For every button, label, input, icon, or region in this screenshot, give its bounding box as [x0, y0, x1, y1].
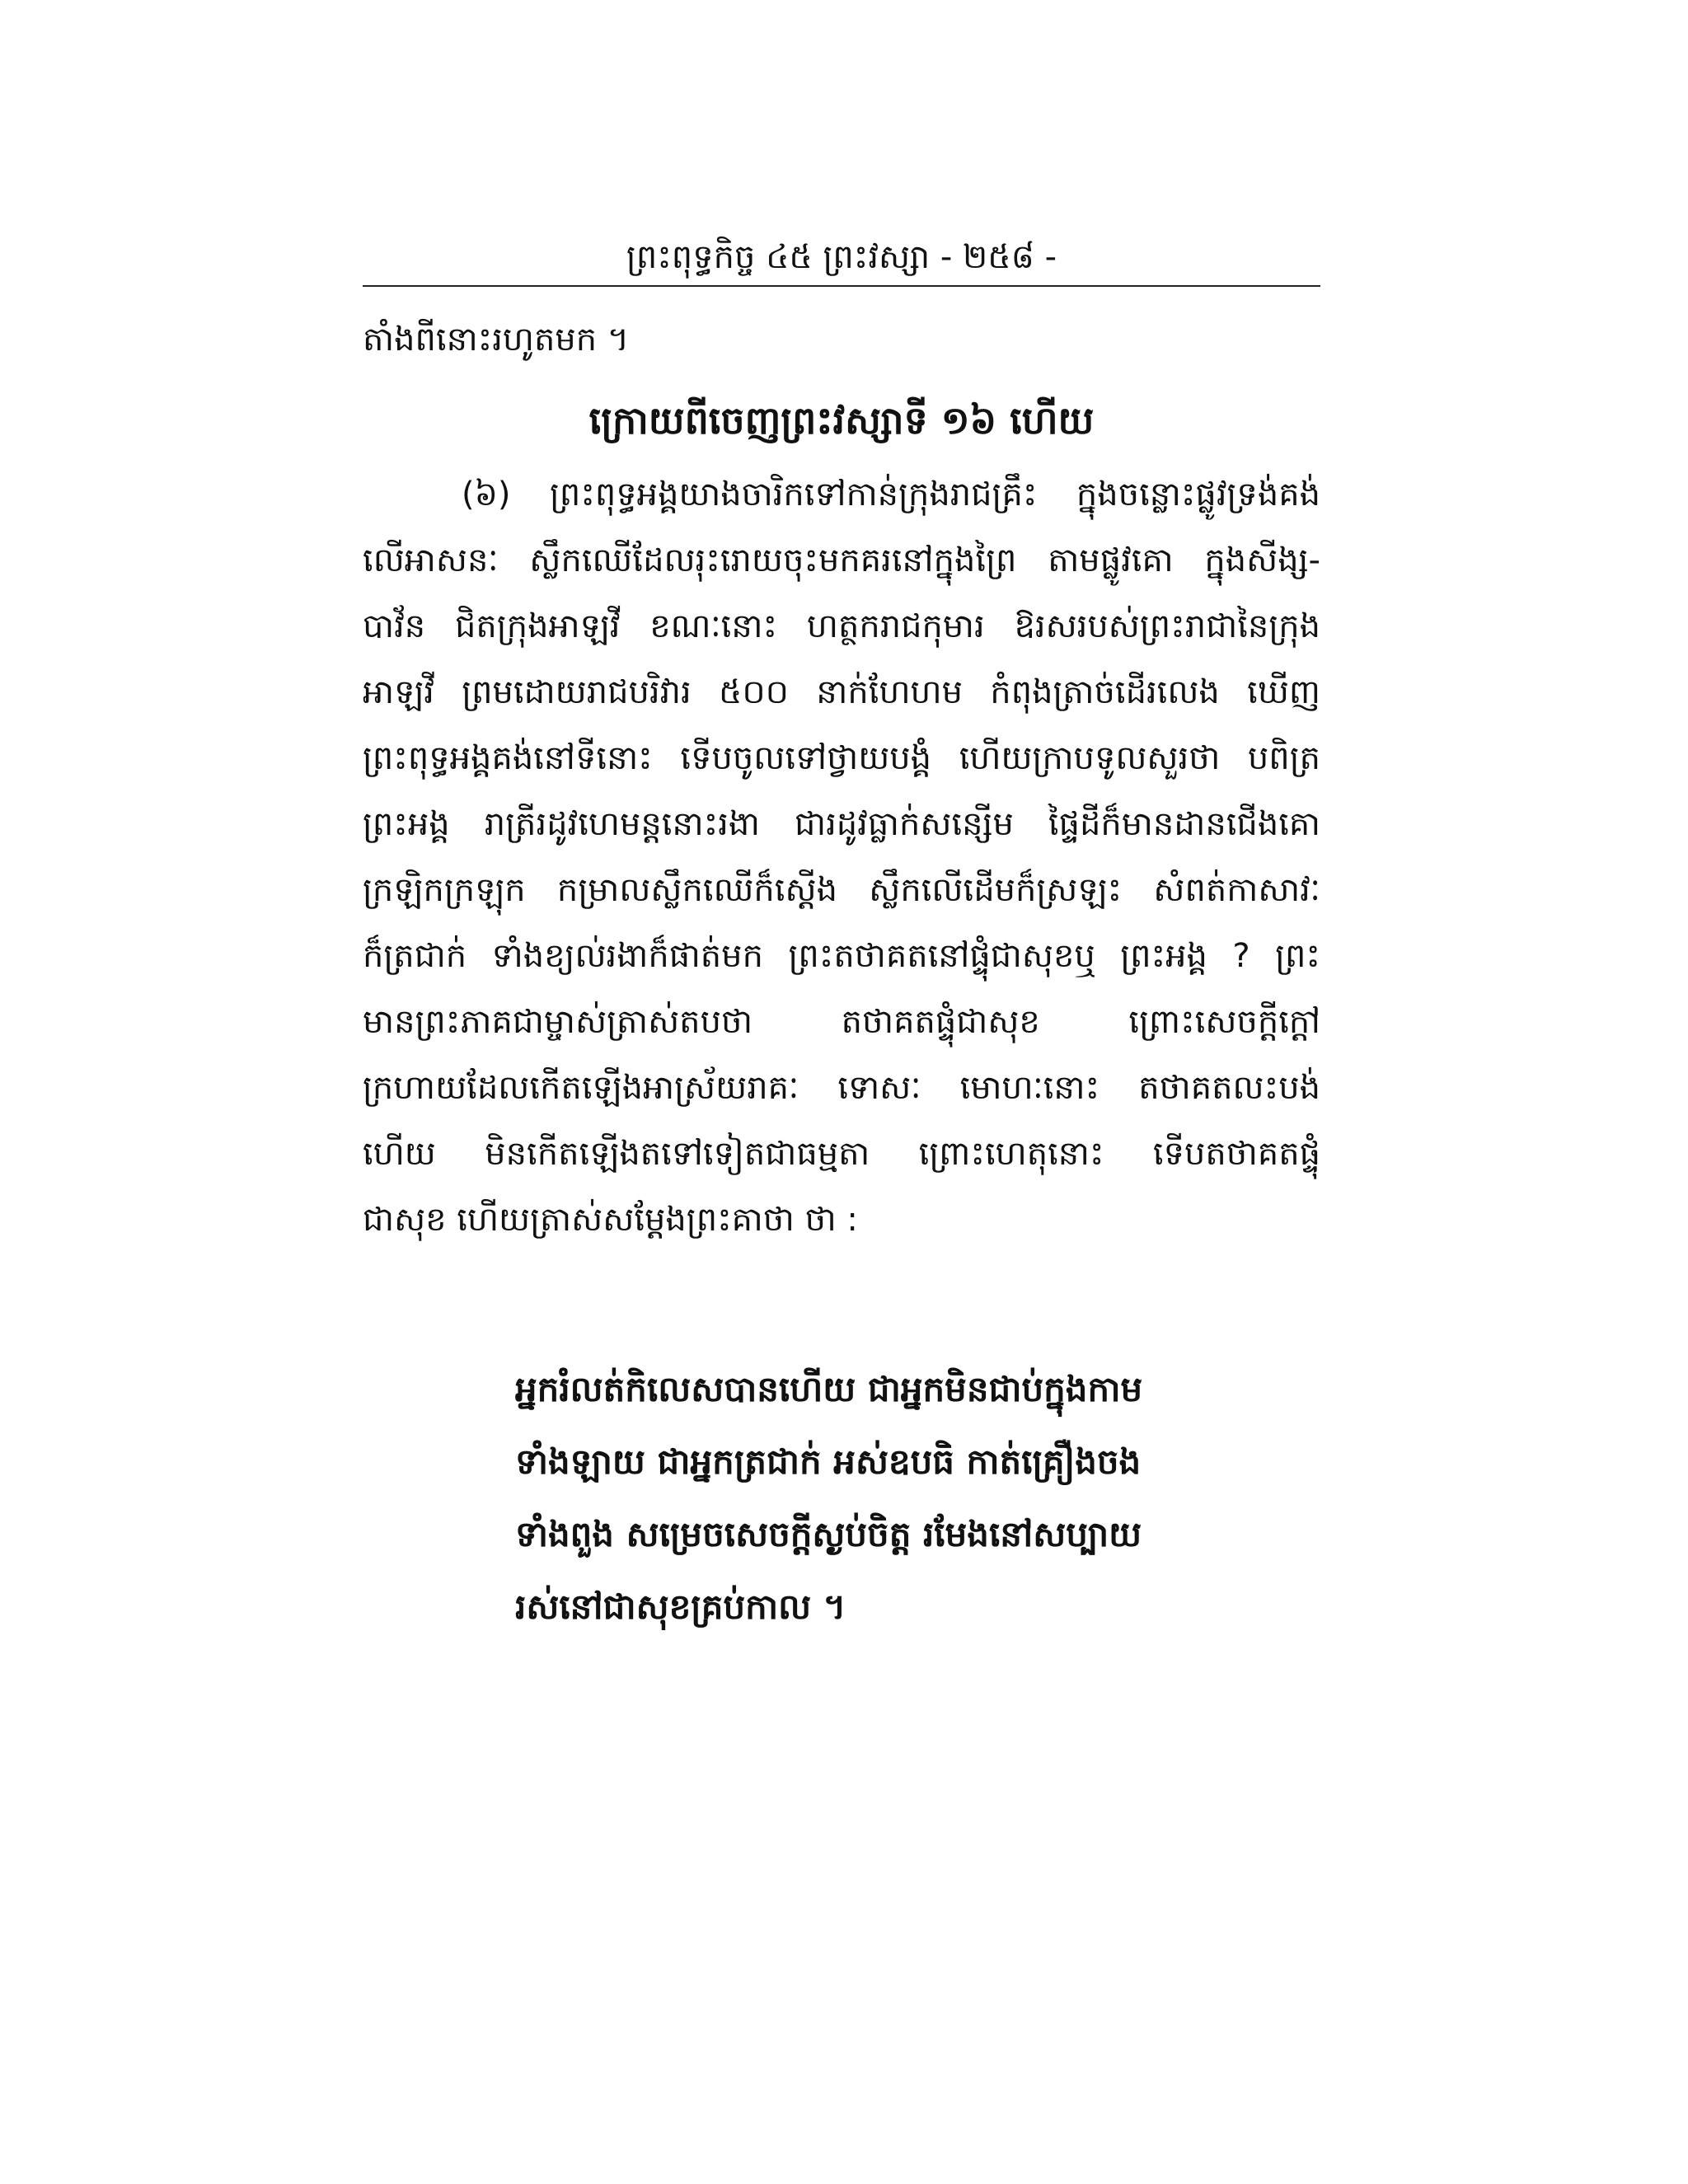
section-heading: ក្រោយពីចេញព្រះវស្សាទី ១៦ ហើយ: [588, 398, 1095, 443]
text-line: បាវ័ន ជិតក្រុងអាឡវី ខណៈនោះ ហត្ថករាជកុមារ ឱរសរបស់ព្រះរាជានៃក្រុង: [363, 607, 1320, 645]
text-line: មានព្រះភាគជាម្ចាស់ត្រាស់តបថា តថាគតផ្ទុំជាសុខ ព្រោះសេចក្តីក្តៅ: [363, 1003, 1320, 1041]
text-line: អាឡវី ព្រមដោយរាជបរិវារ ៥០០ នាក់ហែហម កំពុងត្រាច់ដើរលេង ឃើញ: [363, 673, 1320, 711]
text-line: ជាសុខ ហើយត្រាស់សម្តែងព្រះគាថា ថា :: [363, 1201, 858, 1239]
text-line: (៦) ព្រះពុទ្ធអង្គយាងចារិកទៅកាន់ក្រុងរាជគ្រឹះ ក្នុងចន្លោះផ្លូវទ្រង់គង់: [462, 476, 1320, 513]
verse-line: ទាំងឡាយ ជាអ្នកត្រជាក់ អស់ឧបធិ កាត់គ្រឿងចង: [515, 1441, 1142, 1482]
verse-line: រស់នៅជាសុខគ្រប់កាល ។: [515, 1586, 846, 1627]
text-line: តាំងពីនោះរហូតមក ។: [363, 321, 630, 359]
text-line: ក្រហាយដែលកើតឡើងអាស្រ័យរាគៈ ទោសៈ មោហៈនោះ តថាគតលះបង់: [363, 1069, 1320, 1107]
text-line: លើអាសនៈ ស្លឹកឈើដែលរុះរោយចុះមកគរនៅក្នុងព្រៃ តាមផ្លូវគោ ក្នុងសីង្ស-: [363, 541, 1320, 579]
running-header: ព្រះពុទ្ធកិច្ច ៤៥ ព្រះវស្សា - ២៥៨ -: [626, 238, 1057, 276]
verse-line: អ្នករំលត់កិលេសបានហើយ ជាអ្នកមិនជាប់ក្នុងកាម: [515, 1369, 1143, 1409]
opening-line: [363, 307, 1320, 373]
verse-line: ទាំងពួង សម្រេចសេចក្តីស្ងប់ចិត្ត រមែងនៅសប្បាយ: [515, 1514, 1142, 1554]
body-paragraph: [363, 462, 1320, 1253]
verse-block: [515, 1353, 1257, 1643]
text-line: ហើយ មិនកើតឡើងតទៅទៀតជាធម្មតា ព្រោះហេតុនោះ ទើបតថាគតផ្ទុំ: [363, 1135, 1320, 1173]
text-line: ក្រឡិកក្រឡុក កម្រាលស្លឹកឈើក៏ស្តើង ស្លឹកលើដើមក៏ស្រឡះ សំពត់កាសាវៈ: [363, 871, 1320, 909]
text-line: ក៏ត្រជាក់ ទាំងខ្យល់រងាក៏ផាត់មក ព្រះតថាគតនៅផ្ទុំជាសុខឬ ព្រះអង្គ ? ព្រះ: [363, 937, 1320, 975]
text-line: ព្រះអង្គ រាត្រីរដូវហេមន្តនោះរងា ជារដូវធ្លាក់សន្សើម ផ្ទៃដីក៏មានដានជើងគោ: [363, 805, 1320, 843]
header-rule: [363, 285, 1320, 287]
text-line: ព្រះពុទ្ធអង្គគង់នៅទីនោះ ទើបចូលទៅថ្វាយបង្គំ ហើយក្រាបទូលសួរថា បពិត្រ: [363, 739, 1320, 777]
